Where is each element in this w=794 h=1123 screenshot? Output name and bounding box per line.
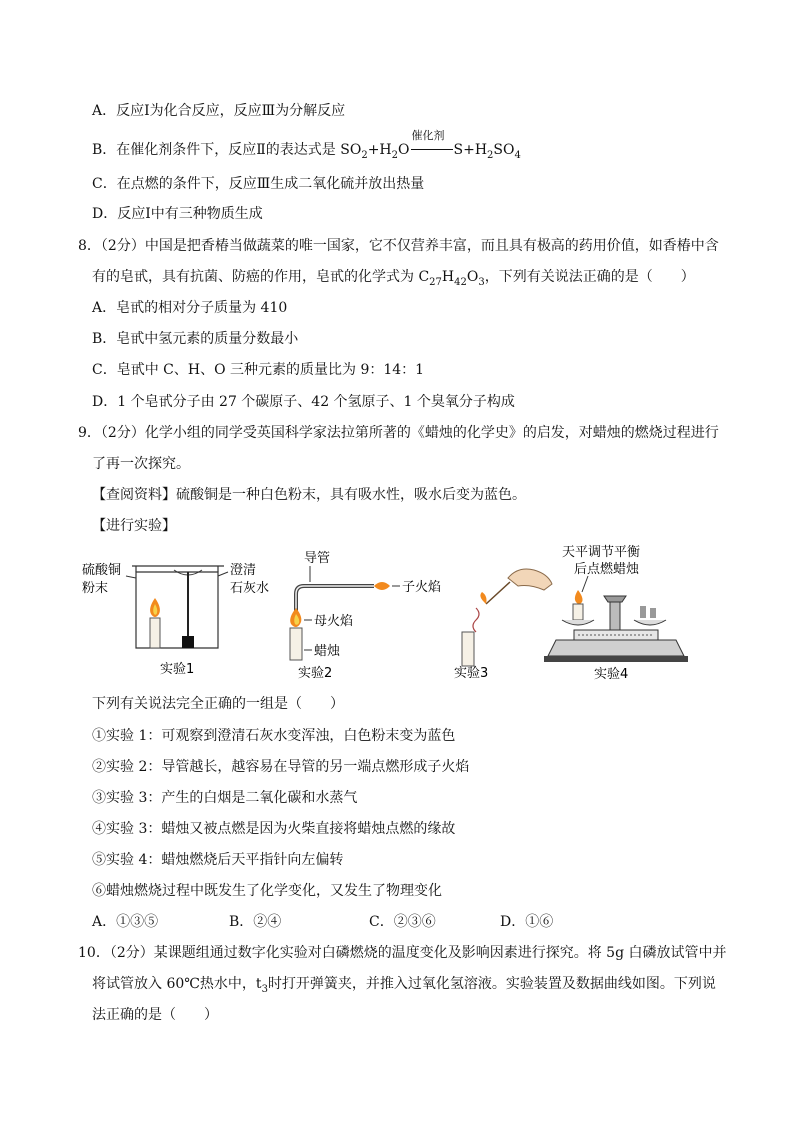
q9-option-c: C．②③⑥ — [369, 914, 436, 930]
e1-caption: 实验1 — [160, 662, 195, 677]
q9-statement-5: ⑤实验 4：蜡烛燃烧后天平指针向左偏转 — [92, 852, 344, 868]
q10-stem-line2: 将试管放入 60℃热水中，$t_3$时打开弹簧夹，并推入过氧化氢溶液。实验装置及数据曲线如图。下列说 — [92, 976, 716, 995]
experiment-figure — [78, 540, 718, 685]
q9-experiment-heading: 【进行实验】 — [92, 518, 176, 534]
experiment-4 — [544, 544, 688, 682]
q8-option-d: D．1 个皂甙分子由 27 个碳原子、42 个氢原子、1 个臭氧分子构成 — [92, 394, 515, 410]
e4-label-2: 后点燃蜡烛 — [574, 562, 640, 577]
e2-caption: 实验2 — [298, 666, 333, 681]
experiment-2 — [290, 551, 441, 681]
q9-option-d: D．①⑥ — [500, 914, 554, 930]
q9-stem-line2: 了再一次探究。 — [92, 456, 190, 472]
experiment-3 — [454, 569, 552, 681]
q9-stem-line1: 9．（2分）化学小组的同学受英国科学家法拉第所著的《蜡烛的化学史》的启发，对蜡烛的燃烧过程进行 — [78, 425, 719, 441]
q10-stem-line1: 10．（2分）某课题组通过数字化实验对白磷燃烧的温度变化及影响因素进行探究。将 5g 白磷放试管中并 — [78, 945, 727, 961]
q9-info: 【查阅资料】硫酸铜是一种白色粉末，具有吸水性，吸水后变为蓝色。 — [92, 487, 526, 503]
q9-option-b: B．②④ — [229, 914, 282, 930]
q7-option-c: C．在点燃的条件下，反应Ⅲ生成二氧化硫并放出热量 — [92, 176, 425, 192]
e4-label-1: 天平调节平衡 — [562, 545, 641, 560]
e1-label-copper-sulfate: 硫酸铜 — [82, 563, 122, 578]
q9-statement-2: ②实验 2：导管越长，越容易在导管的另一端点燃形成子火焰 — [92, 759, 470, 775]
q8-option-c: C．皂甙中 C、H、O 三种元素的质量比为 9：14：1 — [92, 362, 425, 378]
q9-option-a: A．①③⑤ — [92, 914, 159, 930]
e3-caption: 实验3 — [454, 666, 489, 681]
q7-option-a: A．反应Ⅰ为化合反应，反应Ⅲ为分解反应 — [92, 103, 346, 119]
q8-stem-line1: 8．（2分）中国是把香椿当做蔬菜的唯一国家，它不仅营养丰富，而且具有极高的药用价值，如香椿中含 — [78, 238, 719, 254]
e1-label-clear: 澄清 — [230, 563, 257, 578]
q10-stem-line3: 法正确的是（ ） — [92, 1007, 218, 1023]
e2-label-mother-flame: 母火焰 — [314, 614, 354, 629]
q8-option-a: A．皂甙的相对分子质量为 410 — [92, 300, 288, 316]
q9-question-stem: 下列有关说法完全正确的一组是（ ） — [92, 696, 344, 712]
e2-label-tube: 导管 — [304, 551, 331, 566]
q9-statement-4: ④实验 3：蜡烛又被点燃是因为火柴直接将蜡烛点燃的缘故 — [92, 821, 456, 837]
e1-label-limewater: 石灰水 — [230, 581, 270, 596]
q9-statement-3: ③实验 3：产生的白烟是二氧化碳和水蒸气 — [92, 790, 358, 806]
q7-option-d: D．反应Ⅰ中有三种物质生成 — [92, 206, 263, 222]
q8-stem-line2: 有的皂甙，具有抗菌、防癌的作用，皂甙的化学式为 $C_{27}H_{42}O_3$，下列有关说法正确的是（ ） — [92, 269, 695, 288]
q9-statement-6: ⑥蜡烛燃烧过程中既发生了化学变化，又发生了物理变化 — [92, 883, 442, 899]
e1-label-powder: 粉末 — [82, 581, 109, 596]
q9-statement-1: ①实验 1：可观察到澄清石灰水变浑浊，白色粉末变为蓝色 — [92, 728, 456, 744]
q7-option-b: B．在催化剂条件下，反应Ⅱ的表达式是 $SO_2+H_2O$ 催化剂 $S+H_2SO_4$ — [92, 129, 521, 161]
reaction-arrow: 催化剂 — [410, 140, 454, 160]
experiment-1 — [82, 562, 269, 677]
e4-caption: 实验4 — [594, 667, 629, 682]
e2-label-candle: 蜡烛 — [314, 644, 341, 659]
q8-option-b: B．皂甙中氢元素的质量分数最小 — [92, 331, 299, 347]
e2-label-child-flame: 子火焰 — [402, 580, 442, 595]
